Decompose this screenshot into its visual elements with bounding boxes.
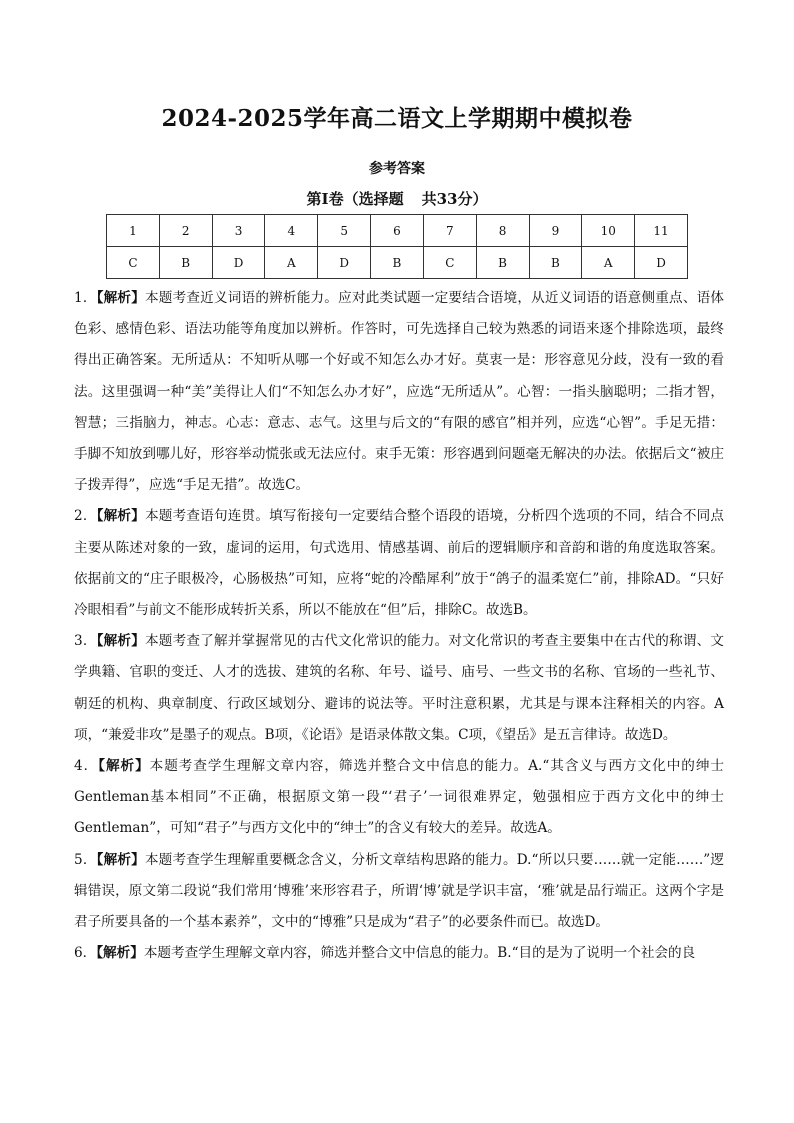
answer-cell: C [423,247,476,279]
analysis-text: 本题考查了解并掌握常见的古代文化常识的能力。对文化常识的考查主要集中在古代的称谓、文学典籍、官职的变迁、人才的选拔、建筑的名称、年号、谥号、庙号、一些文书的名称、官场的一些礼节、朝廷的机构、典章制度、行政区域划分、避讳的说法等。平时注意积累，尤其是与课本注释相关的内容。A项，“兼爱非攻”是墨子的观点。B项，《论语》是语录体散文集。C项，《望岳》是五言律诗。故选D。 [74,633,725,743]
answer-cell: D [635,247,688,279]
answer-cell: B [159,247,212,279]
analysis-text: 本题考查语句连贯。填写衔接句一定要结合整个语段的语境，分析四个选项的不同，结合不同点主要从陈述对象的一致，虚词的运用，句式选用、情感基调、前后的逻辑顺序和音韵和谐的角度选取答案。依据前文的“庄子眼极冷，心肠极热”可知，应将“蛇的冷酷犀利”放于“鸽子的温柔宽仁”前，排除AD。“只好冷眼相看”与前文不能形成转折关系，所以不能放在“但”后，排除C。故选B。 [74,508,725,619]
analysis-tag: 【解析】 [96,633,146,650]
analysis-paragraph [74,501,724,626]
question-number: 5 [318,215,371,247]
analysis-tag: 【解析】 [98,758,150,775]
question-label: 5． [74,851,97,868]
answer-key-heading: 参考答案 [369,161,425,177]
question-number: 10 [582,215,635,247]
analysis-tag: 【解析】 [96,945,144,962]
answer-cell: A [582,247,635,279]
analysis-paragraph [74,626,724,751]
question-number: 9 [529,215,582,247]
question-label: 3． [74,633,97,650]
answer-table [106,214,688,279]
section-score: 共33分） [421,190,488,208]
question-number: 4 [265,215,318,247]
analysis-paragraph [74,938,724,969]
question-number-row [107,215,688,247]
section-label: 第Ⅰ卷（选择题 [306,190,404,208]
analysis-text: 本题考查学生理解重要概念含义，分析文章结构思路的能力。D.“所以只要……就一定能……”逻辑错误，原文第二段说“我们常用‘博雅’来形容君子，所谓‘博’就是学识丰富，‘雅’就是品行端正。这两个字是君子所要具备的一个基本素养”，文中的“博雅”只是成为“君子”的必要条件而已。故选D。 [74,851,725,931]
answer-cell: B [529,247,582,279]
question-label: 4． [74,758,99,775]
answer-cell: B [371,247,424,279]
question-number: 2 [159,215,212,247]
question-label: 1． [74,290,97,306]
answer-cell: B [476,247,529,279]
analysis-body [74,283,724,969]
question-label: 2． [74,508,97,525]
answer-cell: A [265,247,318,279]
analysis-text: 本题考查学生理解文章内容，筛选并整合文中信息的能力。B.“目的是为了说明一个社会的良 [143,945,696,962]
analysis-paragraph [74,283,724,501]
analysis-tag: 【解析】 [96,851,145,868]
analysis-paragraph [74,751,724,845]
answer-cell: C [107,247,160,279]
question-number: 8 [476,215,529,247]
question-number: 1 [107,215,160,247]
answer-row [107,247,688,279]
question-number: 11 [635,215,688,247]
analysis-text: 本题考查近义词语的辨析能力。应对此类试题一定要结合语境，从近义词语的语意侧重点、语体色彩、感情色彩、语法功能等角度加以辨析。作答时，可先选择自己较为熟悉的词语来逐个排除选项，最终得出正确答案。无所适从：不知听从哪一个好或不知怎么办才好。莫衷一是：形容意见分歧，没有一致的看法。这里强调一种“美”美得让人们“不知怎么办才好”，应选“无所适从”。心智：一指头脑聪明；二指才智，智慧；三指脑力，神志。心志：意志、志气。这里与后文的“有限的感官”相并列，应选“心智”。手足无措：手脚不知放到哪儿好，形容举动慌张或无法应付。束手无策：形容遇到问题毫无解决的办法。依据后文“被庄子拨弄得”，应选“手足无措”。故选C。 [74,290,725,494]
answer-cell: D [212,247,265,279]
document-title: 2024-2025学年高二语文上学期期中模拟卷 [161,105,633,132]
analysis-tag: 【解析】 [96,290,146,306]
answer-cell: D [318,247,371,279]
question-number: 3 [212,215,265,247]
analysis-text: 本题考查学生理解文章内容，筛选并整合文中信息的能力。A.“其含义与西方文化中的绅士Gentleman基本相同”不正确，根据原文第一段“‘君子’一词很难界定，勉强相应于西方文化中的绅士Gentleman”，可知“君子”与西方文化中的“绅士”的含义有较大的差异。故选A。 [74,758,725,837]
analysis-tag: 【解析】 [96,508,146,525]
section-heading [0,188,794,209]
question-label: 6． [74,945,97,962]
analysis-paragraph [74,845,724,939]
question-number: 6 [371,215,424,247]
question-number: 7 [423,215,476,247]
